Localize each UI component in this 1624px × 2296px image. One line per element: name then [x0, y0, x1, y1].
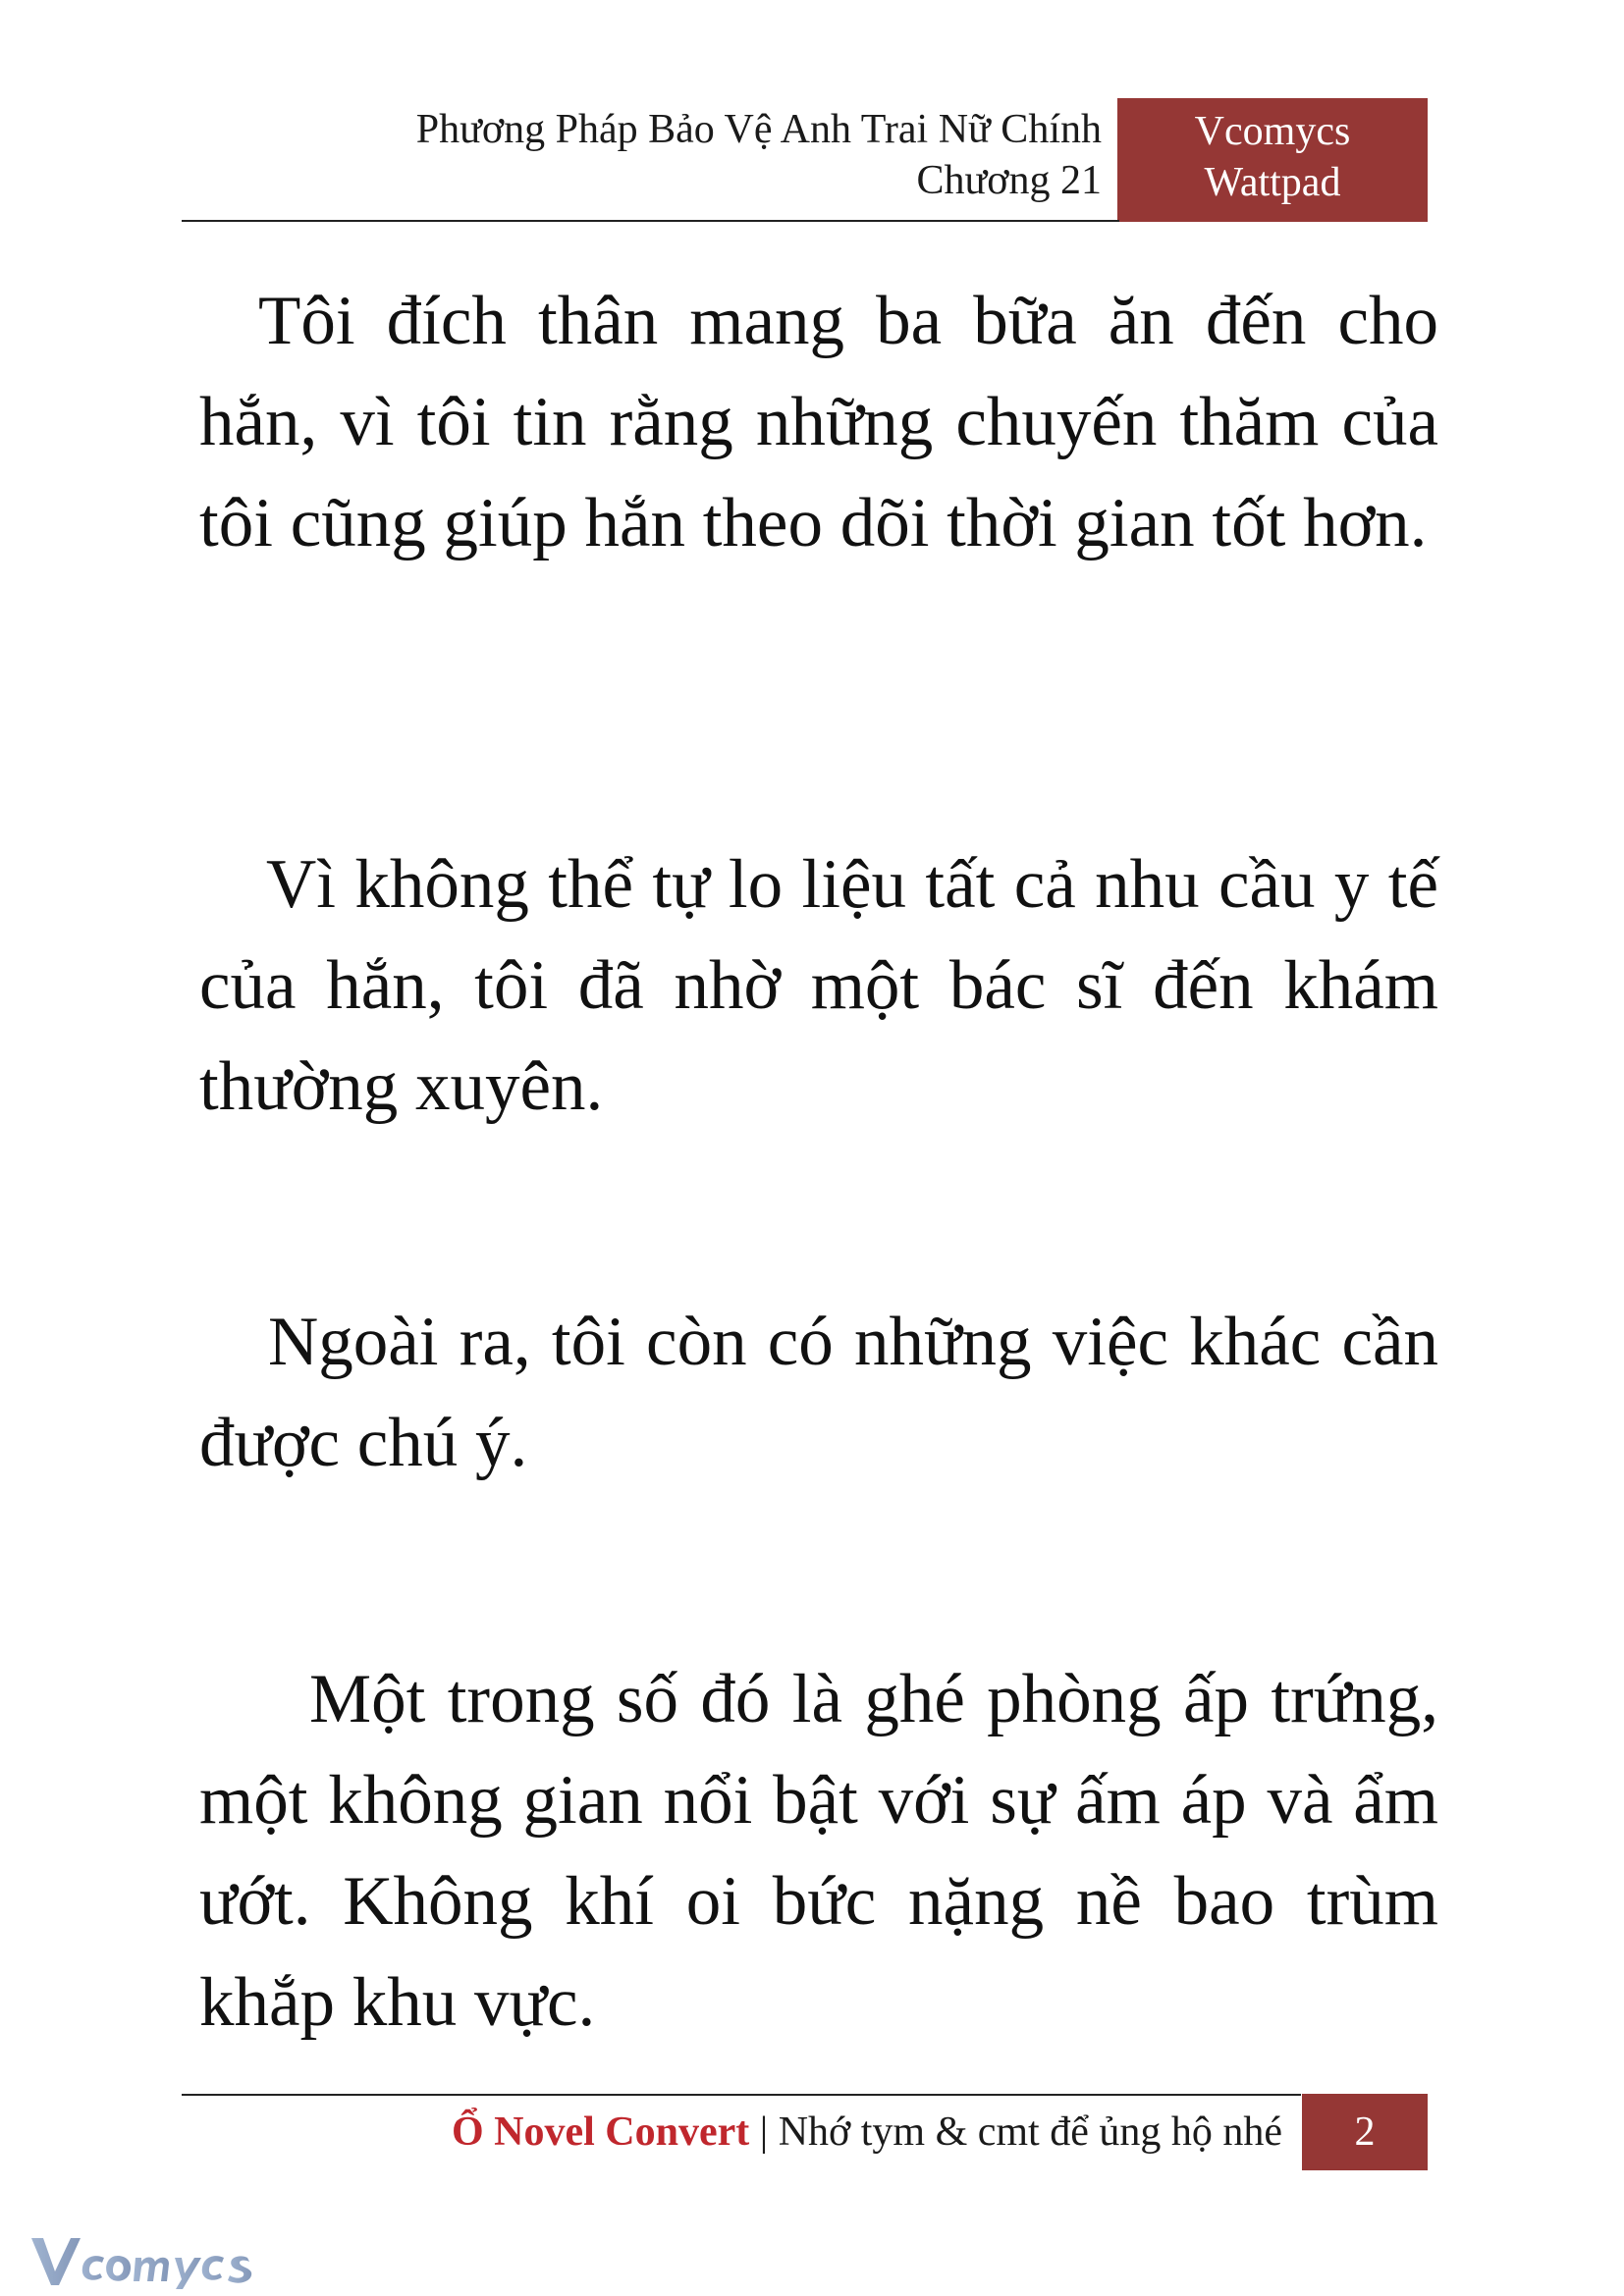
book-title: Phương Pháp Bảo Vệ Anh Trai Nữ Chính: [415, 107, 1102, 152]
footer-divider: [182, 2094, 1301, 2096]
source-badge: [1117, 98, 1428, 222]
source-badge-line2: Wattpad: [1204, 160, 1341, 205]
vcomycs-logo: [27, 2228, 263, 2291]
footer-separator: |: [759, 2109, 769, 2155]
page-number: 2: [1302, 2094, 1428, 2170]
footer-credit: [452, 2105, 1282, 2160]
footer-note: Nhớ tym & cmt để ủng hộ nhé: [778, 2109, 1282, 2155]
paragraph-1: Tôi đích thân mang ba bữa ăn đến cho hắn, vì tôi tin rằng những chuyến thăm của tôi cũng giúp hắn theo dõi thời gian tốt hơn.: [199, 283, 1438, 561]
paragraph-3: Ngoài ra, tôi còn có những việc khác cần được chú ý.: [199, 1304, 1438, 1481]
source-badge-line1: Vcomycs: [1194, 109, 1351, 154]
running-header: [416, 104, 1102, 206]
header-divider: [182, 220, 1119, 222]
chapter-label: Chương 21: [916, 158, 1102, 203]
paragraph-2: Vì không thể tự lo liệu tất cả nhu cầu y tế của hắn, tôi đã nhờ một bác sĩ đến khám thường xuyên.: [199, 846, 1438, 1125]
paragraph-4: Một trong số đó là ghé phòng ấp trứng, một không gian nổi bật với sự ấm áp và ẩm ướt. Không khí oi bức nặng nề bao trùm khắp khu vực.: [199, 1661, 1438, 2041]
footer-brand: Ổ Novel Convert: [451, 2109, 750, 2155]
